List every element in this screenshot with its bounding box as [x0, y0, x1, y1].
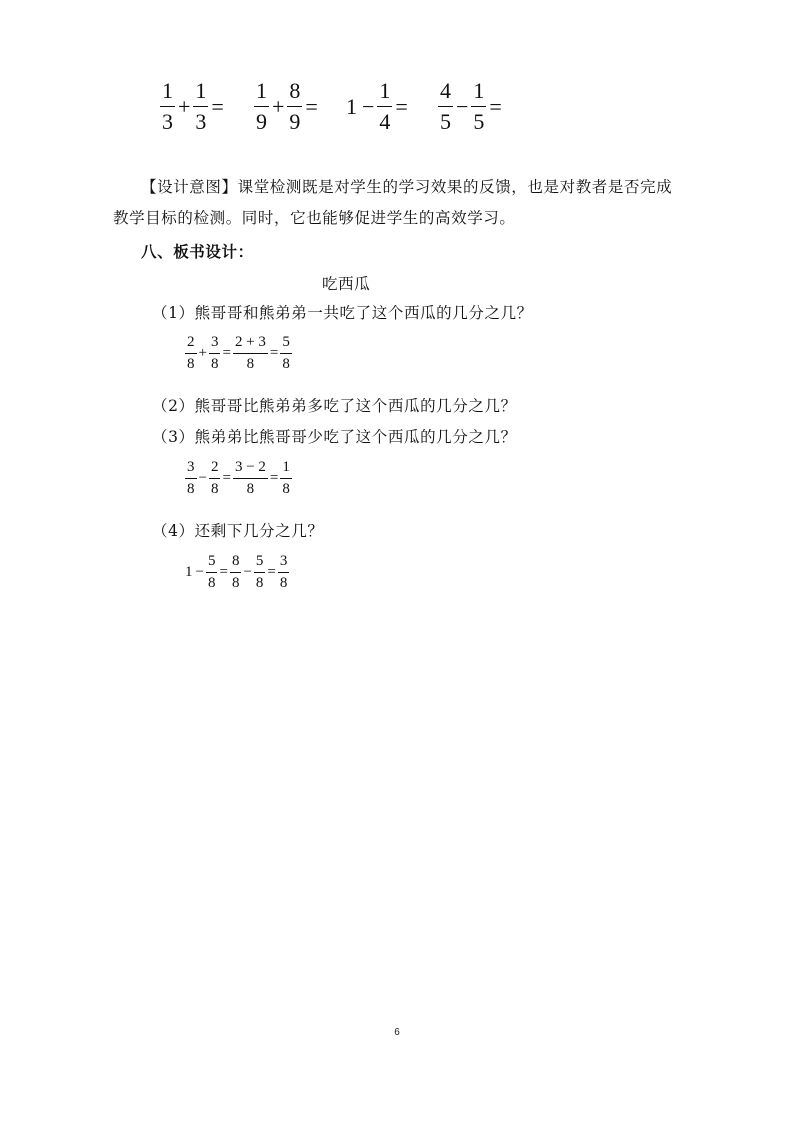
fraction: $\frac{3 - 2}{8}$ [234, 459, 266, 497]
equation-3 [185, 554, 289, 591]
equation-1 [185, 335, 292, 372]
equals-sign: = [222, 470, 231, 486]
fraction: $\frac{1}{4}$ [379, 78, 391, 134]
question-3: （3）熊弟弟比熊哥哥少吃了这个西瓜的几分之几？ [152, 428, 517, 446]
whole-number: 1 [185, 564, 193, 580]
fraction: $\frac{2 + 3}{8}$ [234, 334, 266, 372]
fraction: $\frac{1}{3}$ [162, 78, 173, 134]
fraction: $\frac{1}{3}$ [195, 78, 207, 134]
whole-number: 1 [346, 93, 357, 119]
equals-sign: = [395, 93, 408, 119]
equals-sign: = [269, 345, 279, 361]
operator: + [178, 93, 191, 119]
exercise-4 [438, 80, 505, 133]
equals-sign: = [222, 345, 231, 361]
operator: − [362, 93, 375, 119]
design-intent-line-2: 教学目标的检测。同时，它也能够促进学生的高效学习。 [113, 209, 516, 227]
question-1: （1）熊哥哥和熊弟弟一共吃了这个西瓜的几分之几？ [152, 304, 533, 322]
fraction: $\frac{1}{8}$ [282, 459, 290, 497]
equals-sign: = [211, 93, 224, 119]
fraction: $\frac{3}{8}$ [279, 553, 288, 591]
design-intent-line-1: 【设计意图】课堂检测既是对学生的学习效果的反馈，也是对教者是否完成 [141, 178, 673, 196]
exercise-1 [160, 80, 227, 133]
operator: − [195, 564, 204, 580]
board-title: 吃西瓜 [322, 275, 371, 293]
section-heading: 八、板书设计： [141, 242, 254, 261]
fraction: $\frac{2}{8}$ [210, 459, 219, 497]
fraction: $\frac{5}{8}$ [255, 553, 264, 591]
operator: − [243, 564, 252, 580]
equals-sign: = [489, 93, 502, 119]
fraction: $\frac{5}{8}$ [282, 334, 290, 372]
equals-sign: = [267, 564, 276, 580]
operator: − [456, 93, 469, 119]
exercise-2 [254, 80, 321, 133]
fraction: $\frac{3}{8}$ [210, 334, 219, 372]
question-2: （2）熊哥哥比熊弟弟多吃了这个西瓜的几分之几？ [152, 397, 517, 415]
question-4: （4）还剩下几分之几？ [152, 522, 324, 540]
fraction: $\frac{2}{8}$ [187, 334, 195, 372]
equals-sign: = [305, 93, 318, 119]
fraction: $\frac{8}{8}$ [231, 553, 240, 591]
fraction: $\frac{4}{5}$ [440, 78, 451, 134]
fraction: $\frac{8}{9}$ [289, 78, 301, 134]
equals-sign: = [269, 470, 279, 486]
operator: + [272, 93, 285, 119]
fraction: $\frac{1}{5}$ [473, 78, 485, 134]
equals-sign: = [219, 564, 228, 580]
fraction: $\frac{5}{8}$ [207, 553, 216, 591]
exercise-3 [346, 80, 411, 133]
equation-2 [185, 460, 292, 497]
page-number: 6 [394, 1027, 400, 1038]
fraction: $\frac{3}{8}$ [187, 459, 195, 497]
operator: + [198, 345, 207, 361]
fraction: $\frac{1}{9}$ [256, 78, 267, 134]
operator: − [198, 470, 207, 486]
